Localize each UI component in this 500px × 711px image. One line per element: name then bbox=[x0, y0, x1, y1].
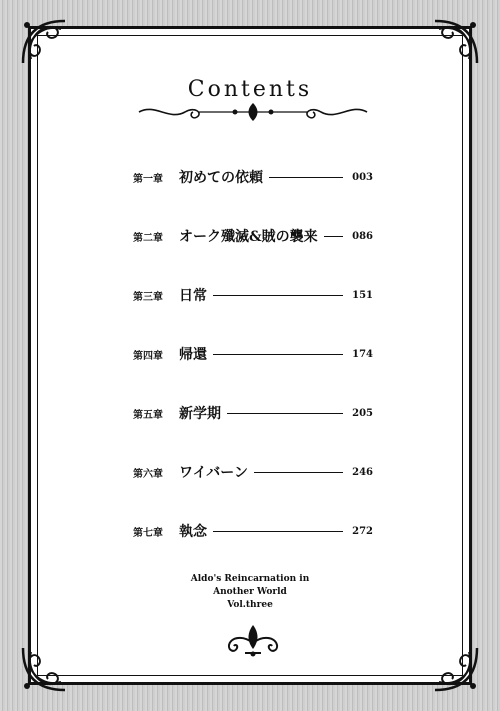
chapter-number: 第一章 bbox=[133, 173, 163, 185]
corner-flourish-icon bbox=[17, 15, 71, 69]
chapter-page: 246 bbox=[352, 466, 373, 478]
leader-rule bbox=[227, 413, 343, 414]
chapter-number: 第二章 bbox=[133, 232, 163, 244]
chapter-number: 第七章 bbox=[133, 527, 163, 539]
toc-entry-4[interactable] bbox=[133, 344, 373, 364]
leader-rule bbox=[213, 295, 343, 296]
toc-entry-7[interactable] bbox=[133, 521, 373, 541]
corner-flourish-icon bbox=[429, 15, 483, 69]
chapter-page: 272 bbox=[352, 525, 373, 537]
fleur-ornament-icon bbox=[223, 623, 283, 657]
colophon-line-2: Another World bbox=[213, 587, 287, 597]
leader-rule bbox=[269, 177, 343, 178]
corner-flourish-icon bbox=[17, 642, 71, 696]
chapter-title: 執念 bbox=[179, 524, 207, 540]
chapter-number: 第四章 bbox=[133, 350, 163, 362]
corner-flourish-icon bbox=[429, 642, 483, 696]
colophon-line-1: Aldo's Reincarnation in bbox=[190, 574, 310, 584]
toc-entry-2[interactable] bbox=[133, 226, 373, 246]
toc-page bbox=[28, 26, 472, 685]
toc-entry-3[interactable] bbox=[133, 285, 373, 305]
chapter-page: 086 bbox=[352, 230, 373, 242]
chapter-title: オーク殲滅&賊の襲来 bbox=[179, 229, 318, 245]
chapter-page: 003 bbox=[352, 171, 373, 183]
chapter-page: 151 bbox=[352, 289, 373, 301]
leader-rule bbox=[213, 531, 343, 532]
chapter-title: 日常 bbox=[179, 288, 207, 304]
leader-rule bbox=[324, 236, 343, 237]
contents-heading: Contents bbox=[187, 77, 313, 102]
chapter-page: 174 bbox=[352, 348, 373, 360]
leader-rule bbox=[254, 472, 343, 473]
chapter-title: 帰還 bbox=[179, 347, 207, 363]
toc-entry-5[interactable] bbox=[133, 403, 373, 423]
chapter-number: 第三章 bbox=[133, 291, 163, 303]
toc-entry-1[interactable] bbox=[133, 167, 373, 187]
chapter-number: 第六章 bbox=[133, 468, 163, 480]
flourish-divider-icon bbox=[135, 99, 371, 125]
chapter-number: 第五章 bbox=[133, 409, 163, 421]
leader-rule bbox=[213, 354, 343, 355]
toc-entry-6[interactable] bbox=[133, 462, 373, 482]
book-colophon bbox=[31, 573, 469, 612]
colophon-line-3: Vol.three bbox=[227, 600, 273, 610]
chapter-title: ワイバーン bbox=[179, 465, 249, 481]
chapter-title: 初めての依頼 bbox=[179, 170, 263, 186]
chapter-page: 205 bbox=[352, 407, 373, 419]
chapter-title: 新学期 bbox=[179, 406, 221, 422]
